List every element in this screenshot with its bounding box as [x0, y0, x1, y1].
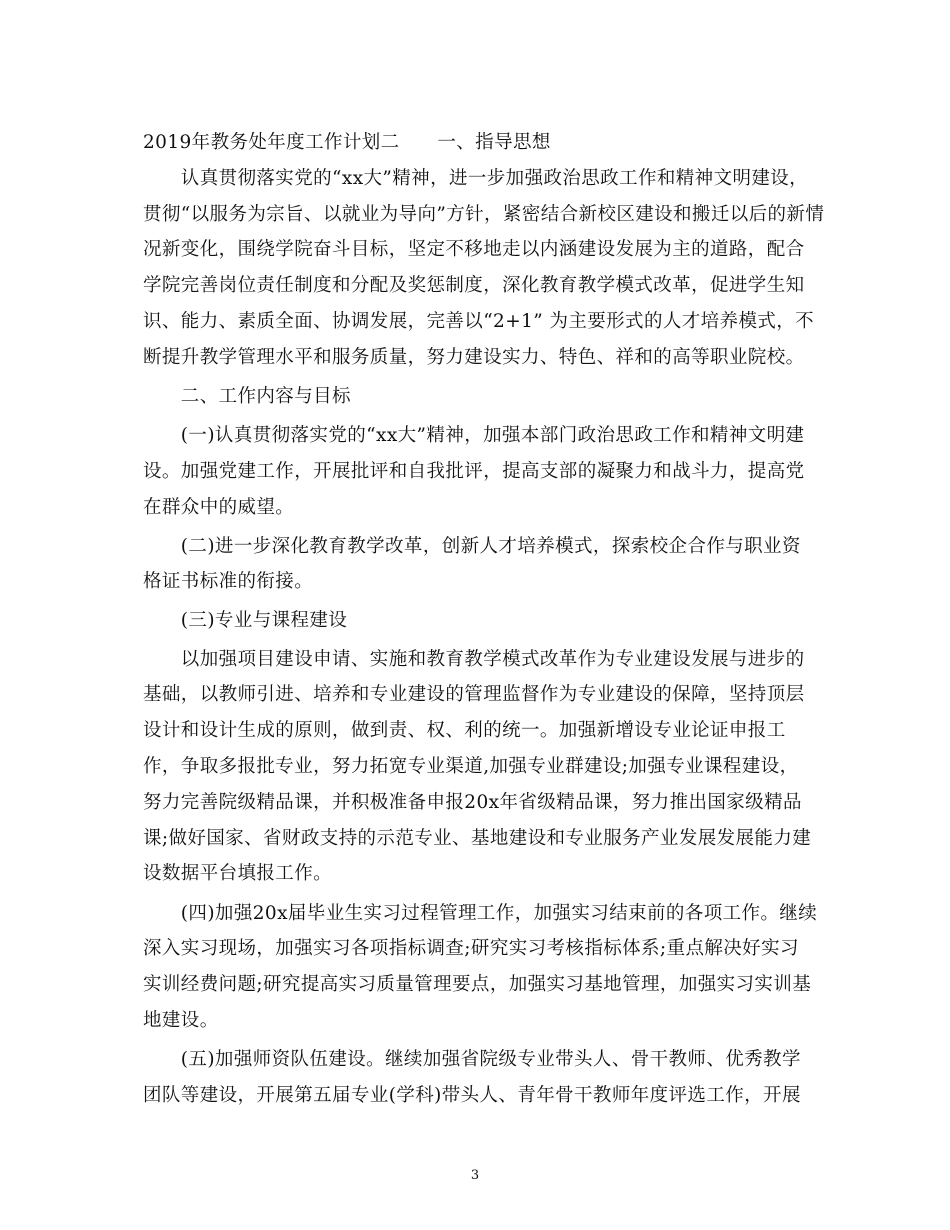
text-line: 学院完善岗位责任制度和分配及奖惩制度，深化教育教学模式改革，促进学生知 [143, 275, 805, 296]
text-line: 课;做好国家、省财政支持的示范专业、基地建设和专业服务产业发展发展能力建 [143, 828, 812, 849]
text-line: 深入实习现场，加强实习各项指标调查;研究实习考核指标体系;重点解决好实习 [143, 938, 799, 959]
text-line: (一)认真贯彻落实党的“xx大”精神，加强本部门政治思政工作和精神文明建 [143, 425, 805, 446]
text-line: 贯彻“以服务为宗旨、以就业为导向”方针，紧密结合新校区建设和搬迁以后的新情 [143, 204, 825, 225]
text-line: 设数据平台填报工作。 [143, 863, 333, 884]
text-line: 地建设。 [143, 1010, 219, 1031]
text-line: 设计和设计生成的原则，做到责、权、利的统一。加强新增设专业论证申报工 [143, 720, 786, 741]
text-line: (二)进一步深化教育教学改革，创新人才培养模式，探索校企合作与职业资 [143, 536, 801, 557]
text-line: (四)加强20x届毕业生实习过程管理工作，加强实习结束前的各项工作。继续 [143, 903, 818, 924]
text-line: 努力完善院级精品课，并积极准备申报20x年省级精品课，努力推出国家级精品 [143, 792, 802, 813]
text-line: 基础，以教师引进、培养和专业建设的管理监督作为专业建设的保障，坚持顶层 [143, 684, 805, 705]
text-line: 断提升教学管理水平和服务质量，努力建设实力、特色、祥和的高等职业院校。 [143, 347, 805, 368]
text-line: 作，争取多报批专业，努力拓宽专业渠道,加强专业群建设;加强专业课程建设， [143, 756, 799, 777]
text-line: 以加强项目建设申请、实施和教育教学模式改革作为专业建设发展与进步的 [143, 649, 805, 670]
text-line: 2019年教务处年度工作计划二 一、指导思想 [143, 132, 551, 153]
text-line: 识、能力、素质全面、协调发展，完善以“2+1” 为主要形式的人才培养模式，不 [143, 311, 815, 332]
text-line: 况新变化，围绕学院奋斗目标，坚定不移地走以内涵建设发展为主的道路，配合 [143, 239, 805, 260]
text-line: 团队等建设，开展第五届专业(学科)带头人、青年骨干教师年度评选工作，开展 [143, 1085, 801, 1106]
text-line: 设。加强党建工作，开展批评和自我批评，提高支部的凝聚力和战斗力，提高党 [143, 461, 805, 482]
text-line: 格证书标准的衔接。 [143, 571, 314, 592]
page-number: 3 [470, 1168, 480, 1183]
text-line: (五)加强师资队伍建设。继续加强省院级专业带头人、骨干教师、优秀教学 [143, 1049, 801, 1070]
text-line: 认真贯彻落实党的“xx大”精神，进一步加强政治思政工作和精神文明建设， [143, 168, 809, 189]
text-line: 实训经费问题;研究提高实习质量管理要点，加强实习基地管理，加强实习实训基 [143, 974, 812, 995]
text-line: 在群众中的威望。 [143, 497, 295, 518]
section-heading: (三)专业与课程建设 [143, 610, 348, 631]
section-heading: 二、工作内容与目标 [143, 386, 351, 407]
